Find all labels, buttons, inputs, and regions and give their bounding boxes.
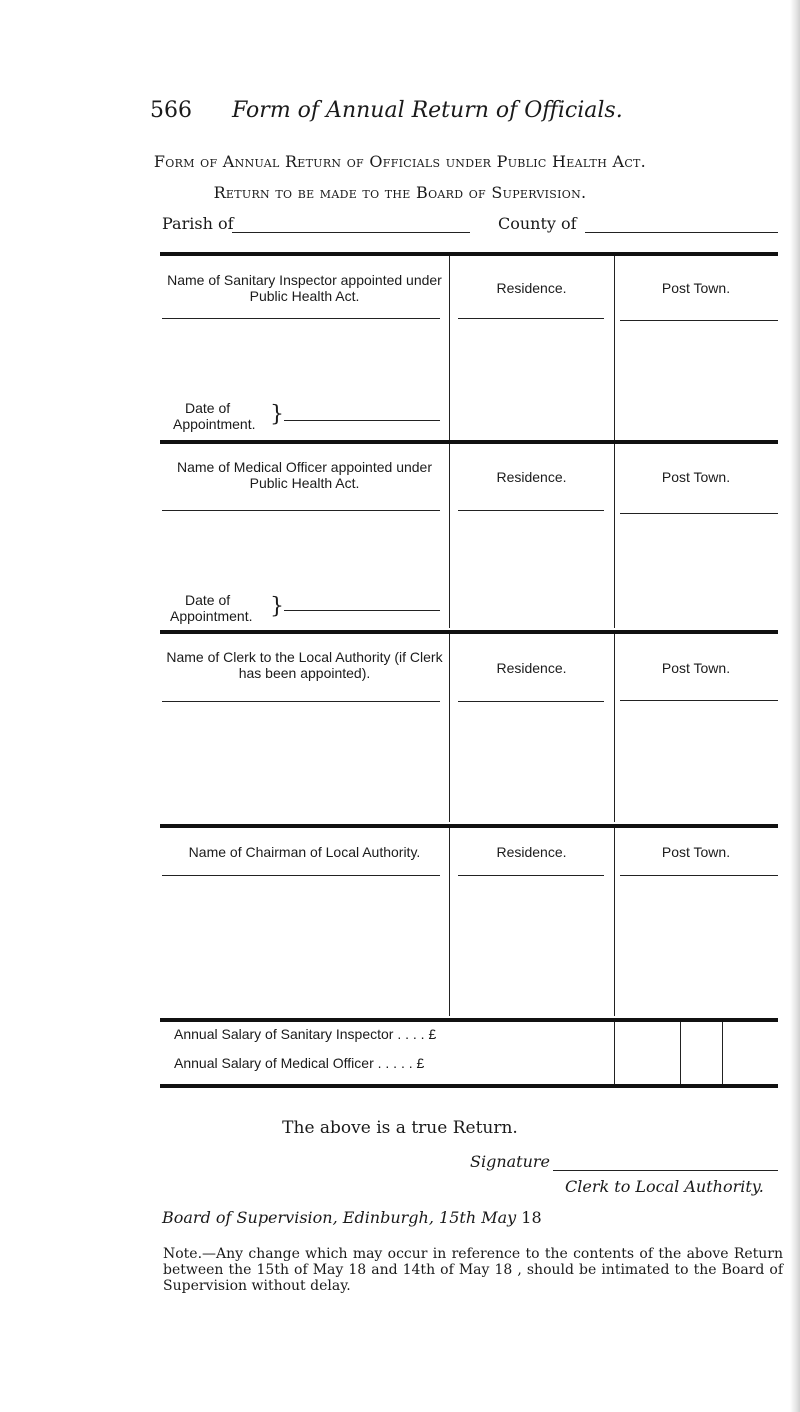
board-dateline-text: Board of Supervision, Edinburgh, 15th May bbox=[162, 1208, 517, 1227]
residence-label: Residence. bbox=[496, 469, 567, 485]
date-of-appointment-label bbox=[173, 400, 256, 432]
brace-glyph: } bbox=[270, 402, 284, 427]
chairman-name-field[interactable] bbox=[162, 875, 440, 876]
county-field[interactable] bbox=[585, 232, 778, 233]
sanitary-inspector-name-field[interactable] bbox=[162, 318, 440, 319]
running-title: Form of Annual Return of Officials. bbox=[232, 98, 623, 123]
chairman-name-label: Name of Chairman of Local Authority. bbox=[188, 844, 421, 860]
medical-officer-name-field[interactable] bbox=[162, 510, 440, 511]
date-label-line2: Appointment. bbox=[173, 416, 256, 432]
date-label-line1: Date of bbox=[185, 592, 231, 608]
section-rule bbox=[160, 1084, 778, 1088]
form-title: Form of Annual Return of Officials under Public Health Act. bbox=[153, 152, 647, 171]
board-dateline bbox=[162, 1208, 542, 1227]
clerk-post-town-field[interactable] bbox=[620, 700, 778, 701]
clerk-label: Clerk to Local Authority. bbox=[565, 1177, 764, 1196]
column-divider bbox=[722, 1022, 723, 1084]
brace-glyph: } bbox=[270, 594, 284, 619]
residence-label: Residence. bbox=[496, 660, 567, 676]
sanitary-inspector-salary-label: Annual Salary of Sanitary Inspector . . . . £ bbox=[174, 1026, 437, 1042]
sanitary-inspector-residence-field[interactable] bbox=[458, 318, 604, 319]
county-label: County of bbox=[498, 214, 577, 233]
sanitary-inspector-name-label: Name of Sanitary Inspector appointed under Public Health Act. bbox=[167, 272, 442, 304]
date-label-line1: Date of bbox=[185, 400, 231, 416]
chairman-post-town-field[interactable] bbox=[620, 875, 778, 876]
true-return-statement: The above is a true Return. bbox=[282, 1118, 518, 1138]
chairman-residence-field[interactable] bbox=[458, 875, 604, 876]
residence-label: Residence. bbox=[496, 844, 567, 860]
salary-shillings-cell[interactable] bbox=[684, 1024, 718, 1082]
clerk-name-field[interactable] bbox=[162, 701, 440, 702]
salary-pence-cell[interactable] bbox=[726, 1024, 778, 1082]
section-rule bbox=[160, 630, 778, 634]
medical-officer-residence-field[interactable] bbox=[458, 510, 604, 511]
form-subtitle: Return to be made to the Board of Supervision. bbox=[213, 183, 587, 202]
medical-officer-salary-label: Annual Salary of Medical Officer . . . . . £ bbox=[174, 1055, 425, 1071]
signature-label: Signature bbox=[470, 1152, 551, 1171]
post-town-label: Post Town. bbox=[661, 844, 731, 860]
column-divider bbox=[614, 1022, 615, 1084]
note-paragraph: Note.—Any change which may occur in reference to the contents of the above Return between the 15th of May 18 and 14th of May 18 , should be intimated to the Board of Supervision without delay. bbox=[163, 1246, 783, 1294]
residence-label: Residence. bbox=[496, 280, 567, 296]
board-dateline-year: 18 bbox=[521, 1208, 542, 1227]
post-town-label: Post Town. bbox=[661, 469, 731, 485]
date-of-appointment-label bbox=[170, 592, 253, 624]
date-label-line2: Appointment. bbox=[170, 608, 253, 624]
medical-officer-date-field[interactable] bbox=[284, 610, 440, 611]
parish-field[interactable] bbox=[232, 232, 470, 233]
section-rule bbox=[160, 1018, 778, 1022]
medical-officer-name-label: Name of Medical Officer appointed under Public Health Act. bbox=[177, 459, 432, 491]
page-edge-shadow bbox=[790, 0, 800, 1412]
page-number: 566 bbox=[150, 98, 192, 123]
sanitary-inspector-post-town-field[interactable] bbox=[620, 320, 778, 321]
salary-pounds-cell[interactable] bbox=[620, 1024, 676, 1082]
clerk-name-label: Name of Clerk to the Local Authority (if Clerk has been appointed). bbox=[166, 649, 443, 681]
post-town-label: Post Town. bbox=[661, 280, 731, 296]
sanitary-inspector-date-field[interactable] bbox=[284, 420, 440, 421]
parish-label: Parish of bbox=[162, 214, 234, 233]
column-divider bbox=[680, 1022, 681, 1084]
clerk-residence-field[interactable] bbox=[458, 701, 604, 702]
section-rule bbox=[160, 824, 778, 828]
post-town-label: Post Town. bbox=[661, 660, 731, 676]
section-rule bbox=[160, 252, 778, 256]
section-rule bbox=[160, 440, 778, 444]
signature-field[interactable] bbox=[553, 1170, 778, 1171]
running-head bbox=[150, 98, 623, 123]
medical-officer-post-town-field[interactable] bbox=[620, 513, 778, 514]
